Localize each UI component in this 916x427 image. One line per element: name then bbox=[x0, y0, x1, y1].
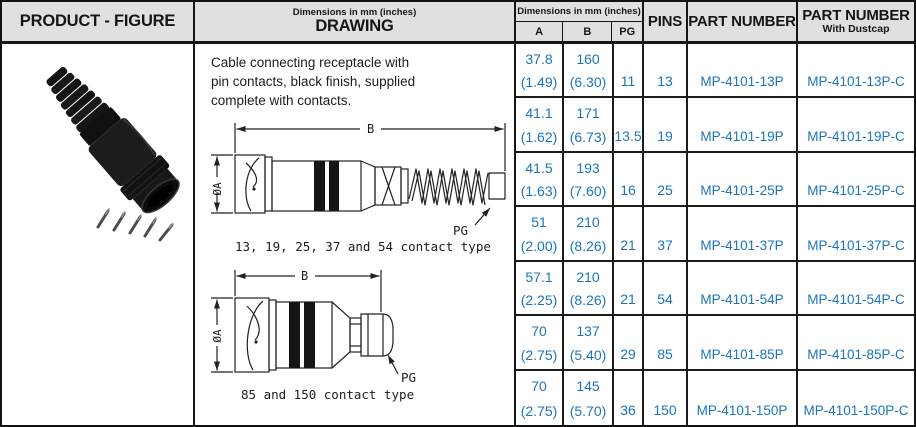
connector-outline bbox=[235, 155, 408, 213]
drawing-top-caption: 13, 19, 25, 37 and 54 contact type bbox=[235, 238, 491, 254]
dimension-a bbox=[211, 155, 233, 213]
cell-a: 41.5 (1.63) bbox=[516, 153, 564, 207]
pg-leader bbox=[453, 208, 490, 238]
spring-coil bbox=[409, 169, 505, 205]
drawing-title: DRAWING bbox=[315, 16, 394, 35]
cell-part-number-dustcap: MP-4101-25P-C bbox=[798, 153, 914, 207]
drawing-bottom-caption: 85 and 150 contact type bbox=[241, 386, 415, 402]
column-header-a: A bbox=[516, 22, 563, 41]
cell-b: 210 (8.26) bbox=[564, 207, 614, 261]
dimensions-group-label: Dimensions in mm (inches) bbox=[516, 2, 642, 22]
header-drawing bbox=[195, 2, 516, 44]
cell-part-number-dustcap: MP-4101-85P-C bbox=[798, 316, 914, 370]
drawing-dimensions-note: Dimensions in mm (inches) bbox=[292, 6, 417, 18]
cell-pins: 85 bbox=[644, 316, 688, 370]
header-product-figure: PRODUCT - FIGURE bbox=[2, 2, 195, 44]
svg-text:ØA: ØA bbox=[211, 182, 224, 196]
dimension-a bbox=[211, 298, 233, 372]
product-description bbox=[211, 54, 500, 111]
svg-text:B: B bbox=[301, 268, 309, 283]
header-part-number-dustcap bbox=[798, 2, 914, 44]
cell-pins: 19 bbox=[644, 98, 688, 152]
cell-part-number: MP-4101-37P bbox=[688, 207, 798, 261]
description-line: complete with contacts. bbox=[211, 92, 352, 108]
cell-pg: 36 bbox=[614, 371, 644, 425]
product-figure-cell bbox=[2, 44, 195, 425]
description-line: pin contacts, black finish, supplied bbox=[211, 73, 416, 89]
cell-part-number: MP-4101-19P bbox=[688, 98, 798, 152]
cell-part-number: MP-4101-25P bbox=[688, 153, 798, 207]
cell-pg: 21 bbox=[614, 262, 644, 316]
cell-pg: 16 bbox=[614, 153, 644, 207]
svg-text:PG: PG bbox=[401, 369, 417, 385]
cell-part-number: MP-4101-150P bbox=[688, 371, 798, 425]
cell-part-number-dustcap: MP-4101-13P-C bbox=[798, 44, 914, 98]
cell-a: 41.1 (1.62) bbox=[516, 98, 564, 152]
column-header-b: B bbox=[563, 22, 612, 41]
part-number-dustcap-title: PART NUMBER bbox=[802, 6, 910, 24]
column-header-pg: PG bbox=[619, 25, 636, 38]
drawing-bottom bbox=[195, 262, 514, 403]
cell-b: 145 (5.70) bbox=[564, 371, 614, 425]
cell-a: 37.8 (1.49) bbox=[516, 44, 564, 98]
cell-b: 193 (7.60) bbox=[564, 153, 614, 207]
cell-part-number-dustcap: MP-4101-19P-C bbox=[798, 98, 914, 152]
cell-a: 57.1 (2.25) bbox=[516, 262, 564, 316]
svg-text:PG: PG bbox=[453, 222, 469, 238]
drawing-top bbox=[195, 111, 514, 257]
part-number-dustcap-sub: With Dustcap bbox=[822, 23, 890, 36]
cell-a: 70 (2.75) bbox=[516, 371, 564, 425]
cell-pins: 54 bbox=[644, 262, 688, 316]
cell-pins: 25 bbox=[644, 153, 688, 207]
pg-leader bbox=[388, 355, 416, 385]
cell-part-number-dustcap: MP-4101-150P-C bbox=[803, 402, 909, 418]
header-pins: PINS bbox=[644, 2, 688, 44]
svg-text:ØA: ØA bbox=[211, 329, 224, 343]
cell-part-number: MP-4101-85P bbox=[688, 316, 798, 370]
cell-pins: 37 bbox=[644, 207, 688, 261]
cell-part-number: MP-4101-13P bbox=[688, 44, 798, 98]
connector-body-photo bbox=[34, 56, 187, 221]
cell-part-number-dustcap: MP-4101-37P-C bbox=[798, 207, 914, 261]
cell-b: 137 (5.40) bbox=[564, 316, 614, 370]
cell-pg: 13.5 bbox=[614, 98, 644, 152]
cell-pins: 13 bbox=[644, 44, 688, 98]
cell-a: 51 (2.00) bbox=[516, 207, 564, 261]
product-photo bbox=[2, 44, 193, 423]
header-part-number: PART NUMBER bbox=[688, 2, 798, 44]
cell-b: 171 (6.73) bbox=[564, 98, 614, 152]
dimension-b bbox=[235, 122, 505, 171]
connector-outline bbox=[235, 298, 393, 372]
description-line: Cable connecting receptacle with bbox=[211, 55, 410, 70]
cell-pg: 21 bbox=[614, 207, 644, 261]
header-dimensions-group bbox=[516, 2, 644, 44]
cell-part-number: MP-4101-54P bbox=[688, 262, 798, 316]
cell-pg: 29 bbox=[614, 316, 644, 370]
cell-pg: 11 bbox=[614, 44, 644, 98]
svg-text:B: B bbox=[367, 121, 375, 136]
cell-a: 70 (2.75) bbox=[516, 316, 564, 370]
contact-pins-photo bbox=[98, 209, 173, 240]
cell-b: 160 (6.30) bbox=[564, 44, 614, 98]
cell-b: 210 (8.26) bbox=[564, 262, 614, 316]
cell-part-number-dustcap: MP-4101-54P-C bbox=[798, 262, 914, 316]
drawing-cell bbox=[195, 44, 516, 425]
cell-pins: 150 bbox=[644, 371, 688, 425]
